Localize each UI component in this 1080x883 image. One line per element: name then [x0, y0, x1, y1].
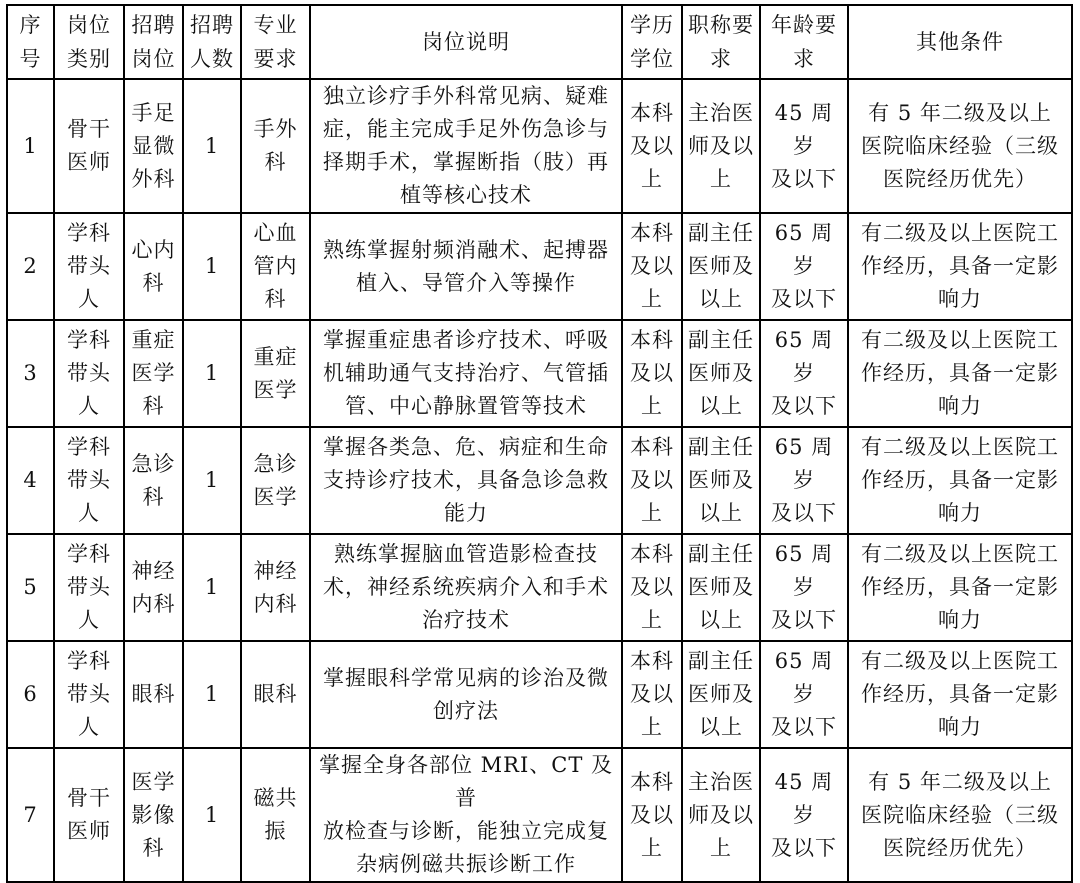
- cell-position: 神经 内科: [124, 534, 183, 641]
- cell-other: 有二级及以上医院工 作经历，具备一定影 响力: [848, 641, 1072, 748]
- cell-category: 骨干 医师: [54, 79, 124, 213]
- cell-education: 本科 及以 上: [622, 213, 682, 320]
- cell-other: 有二级及以上医院工 作经历，具备一定影 响力: [848, 213, 1072, 320]
- cell-count: 1: [183, 641, 241, 748]
- cell-major: 眼科: [241, 641, 310, 748]
- cell-title: 主治医 师及以 上: [682, 79, 760, 213]
- cell-age: 65 周岁 及以下: [760, 534, 848, 641]
- cell-major: 心血 管内 科: [241, 213, 310, 320]
- cell-education: 本科 及以 上: [622, 641, 682, 748]
- cell-position: 眼科: [124, 641, 183, 748]
- header-category: 岗位 类别: [54, 5, 124, 79]
- cell-category: 学科 带头 人: [54, 534, 124, 641]
- header-seq: 序 号: [7, 5, 54, 79]
- cell-seq: 5: [7, 534, 54, 641]
- table-row: [7, 427, 1072, 534]
- cell-description: 熟练掌握脑血管造影检查技 术，神经系统疾病介入和手术 治疗技术: [310, 534, 622, 641]
- cell-age: 65 周岁 及以下: [760, 641, 848, 748]
- cell-seq: 3: [7, 320, 54, 427]
- cell-title: 副主任 医师及 以上: [682, 427, 760, 534]
- cell-description: 独立诊疗手外科常见病、疑难 症，能主完成手足外伤急诊与 择期手术，掌握断指（肢）再 植等核心技术: [310, 79, 622, 213]
- cell-title: 副主任 医师及 以上: [682, 213, 760, 320]
- cell-seq: 6: [7, 641, 54, 748]
- cell-age: 65 周岁 及以下: [760, 320, 848, 427]
- cell-other: 有二级及以上医院工 作经历，具备一定影 响力: [848, 427, 1072, 534]
- table-header-row: [7, 5, 1072, 79]
- cell-education: 本科 及以 上: [622, 427, 682, 534]
- header-education: 学历 学位: [622, 5, 682, 79]
- cell-category: 学科 带头 人: [54, 641, 124, 748]
- cell-age: 65 周岁 及以下: [760, 427, 848, 534]
- cell-count: 1: [183, 534, 241, 641]
- cell-title: 副主任 医师及 以上: [682, 534, 760, 641]
- header-other: 其他条件: [848, 5, 1072, 79]
- cell-category: 骨干 医师: [54, 748, 124, 882]
- cell-title: 主治医 师及以 上: [682, 748, 760, 882]
- cell-position: 急诊 科: [124, 427, 183, 534]
- header-age: 年龄要 求: [760, 5, 848, 79]
- cell-title: 副主任 医师及 以上: [682, 320, 760, 427]
- header-position: 招聘 岗位: [124, 5, 183, 79]
- cell-count: 1: [183, 748, 241, 882]
- cell-seq: 2: [7, 213, 54, 320]
- cell-title: 副主任 医师及 以上: [682, 641, 760, 748]
- cell-count: 1: [183, 320, 241, 427]
- recruitment-table: [6, 4, 1073, 883]
- header-description: 岗位说明: [310, 5, 622, 79]
- cell-seq: 1: [7, 79, 54, 213]
- cell-major: 神经 内科: [241, 534, 310, 641]
- table-row: [7, 534, 1072, 641]
- cell-position: 心内 科: [124, 213, 183, 320]
- cell-count: 1: [183, 427, 241, 534]
- cell-count: 1: [183, 213, 241, 320]
- cell-age: 65 周岁 及以下: [760, 213, 848, 320]
- cell-education: 本科 及以 上: [622, 79, 682, 213]
- header-count: 招聘 人数: [183, 5, 241, 79]
- cell-major: 磁共 振: [241, 748, 310, 882]
- cell-education: 本科 及以 上: [622, 748, 682, 882]
- cell-category: 学科 带头 人: [54, 213, 124, 320]
- cell-description: 掌握各类急、危、病症和生命 支持诊疗技术，具备急诊急救 能力: [310, 427, 622, 534]
- cell-position: 重症 医学 科: [124, 320, 183, 427]
- cell-age: 45 周岁 及以下: [760, 79, 848, 213]
- cell-other: 有二级及以上医院工 作经历，具备一定影 响力: [848, 320, 1072, 427]
- cell-position: 手足 显微 外科: [124, 79, 183, 213]
- header-title: 职称要 求: [682, 5, 760, 79]
- cell-other: 有二级及以上医院工 作经历，具备一定影 响力: [848, 534, 1072, 641]
- cell-major: 急诊 医学: [241, 427, 310, 534]
- cell-description: 掌握全身各部位 MRI、CT 及普 放检查与诊断，能独立完成复 杂病例磁共振诊断工作: [310, 748, 622, 882]
- table-row: [7, 320, 1072, 427]
- cell-count: 1: [183, 79, 241, 213]
- cell-seq: 7: [7, 748, 54, 882]
- cell-major: 手外 科: [241, 79, 310, 213]
- cell-description: 熟练掌握射频消融术、起搏器 植入、导管介入等操作: [310, 213, 622, 320]
- header-major: 专业 要求: [241, 5, 310, 79]
- table-row: [7, 748, 1072, 882]
- cell-major: 重症 医学: [241, 320, 310, 427]
- cell-category: 学科 带头 人: [54, 320, 124, 427]
- table-row: [7, 641, 1072, 748]
- table-row: [7, 213, 1072, 320]
- cell-description: 掌握重症患者诊疗技术、呼吸 机辅助通气支持治疗、气管插 管、中心静脉置管等技术: [310, 320, 622, 427]
- cell-age: 45 周岁 及以下: [760, 748, 848, 882]
- cell-category: 学科 带头 人: [54, 427, 124, 534]
- cell-position: 医学 影像 科: [124, 748, 183, 882]
- cell-other: 有 5 年二级及以上 医院临床经验（三级 医院经历优先）: [848, 79, 1072, 213]
- cell-seq: 4: [7, 427, 54, 534]
- cell-description: 掌握眼科学常见病的诊治及微 创疗法: [310, 641, 622, 748]
- cell-education: 本科 及以 上: [622, 534, 682, 641]
- cell-other: 有 5 年二级及以上 医院临床经验（三级 医院经历优先）: [848, 748, 1072, 882]
- table-row: [7, 79, 1072, 213]
- cell-education: 本科 及以 上: [622, 320, 682, 427]
